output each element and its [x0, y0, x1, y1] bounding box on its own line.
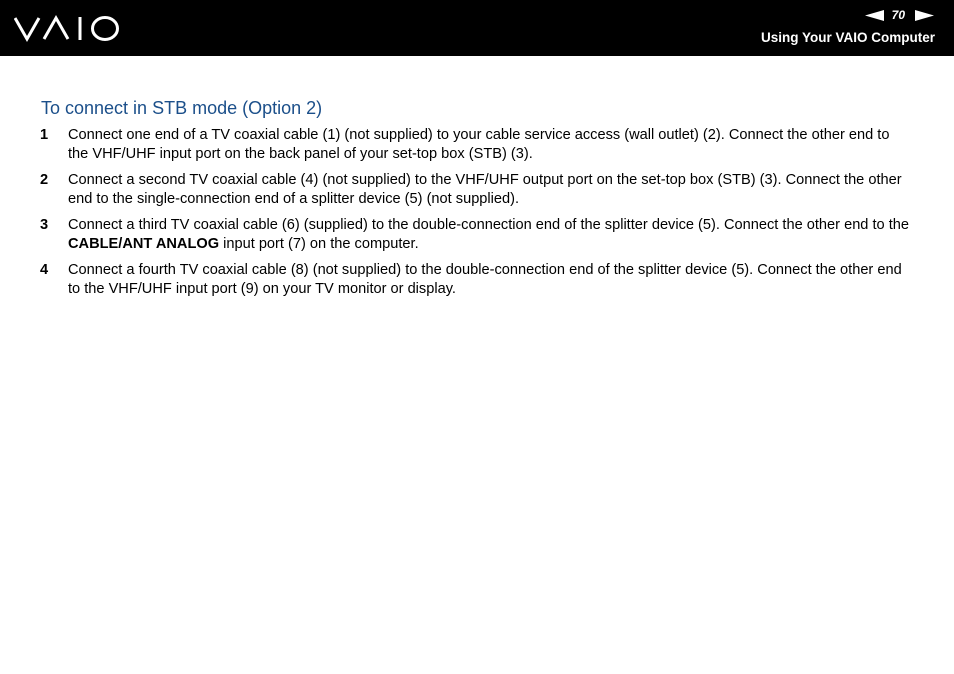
step-number: 3 — [40, 217, 49, 233]
procedure-heading: To connect in STB mode (Option 2) — [41, 98, 323, 118]
step-text — [68, 216, 912, 254]
step-text-part: input port (7) on the computer. — [219, 236, 419, 252]
step-number: 1 — [40, 127, 49, 143]
step-text: Connect a fourth TV coaxial cable (8) (not supplied) to the double-connection end of the splitter device (5). Connect the other end to the VHF/UHF input port (9) on your TV monitor or display. — [68, 262, 902, 297]
page-navigation — [865, 6, 934, 24]
step-text: Connect a second TV coaxial cable (4) (not supplied) to the VHF/UHF output port on the set-top box (STB) (3). Connect the other end to the single-connection end of a splitter device (5) (not supplied). — [68, 172, 902, 207]
page-header — [0, 0, 954, 56]
step-item — [40, 261, 912, 299]
arrow-left-icon[interactable] — [865, 10, 884, 21]
step-number: 4 — [40, 262, 49, 278]
step-text-part: Connect a third TV coaxial cable (6) (supplied) to the double-connection end of the splitter device (5). Connect the other end to the — [68, 217, 909, 233]
step-number: 2 — [40, 172, 49, 188]
step-item — [40, 216, 912, 254]
step-item — [40, 171, 912, 209]
steps-list — [40, 126, 912, 306]
section-title: Using Your VAIO Computer — [760, 30, 935, 45]
vaio-logo-icon — [14, 14, 120, 44]
step-text: Connect one end of a TV coaxial cable (1) (not supplied) to your cable service access (wall outlet) (2). Connect the other end to the VHF/UHF input port on the back panel of your set-top box (STB) (3). — [68, 127, 890, 162]
arrow-right-icon[interactable] — [915, 10, 934, 21]
step-item — [40, 126, 912, 164]
port-label: CABLE/ANT ANALOG — [68, 236, 220, 252]
page-number: 70 — [891, 8, 905, 22]
